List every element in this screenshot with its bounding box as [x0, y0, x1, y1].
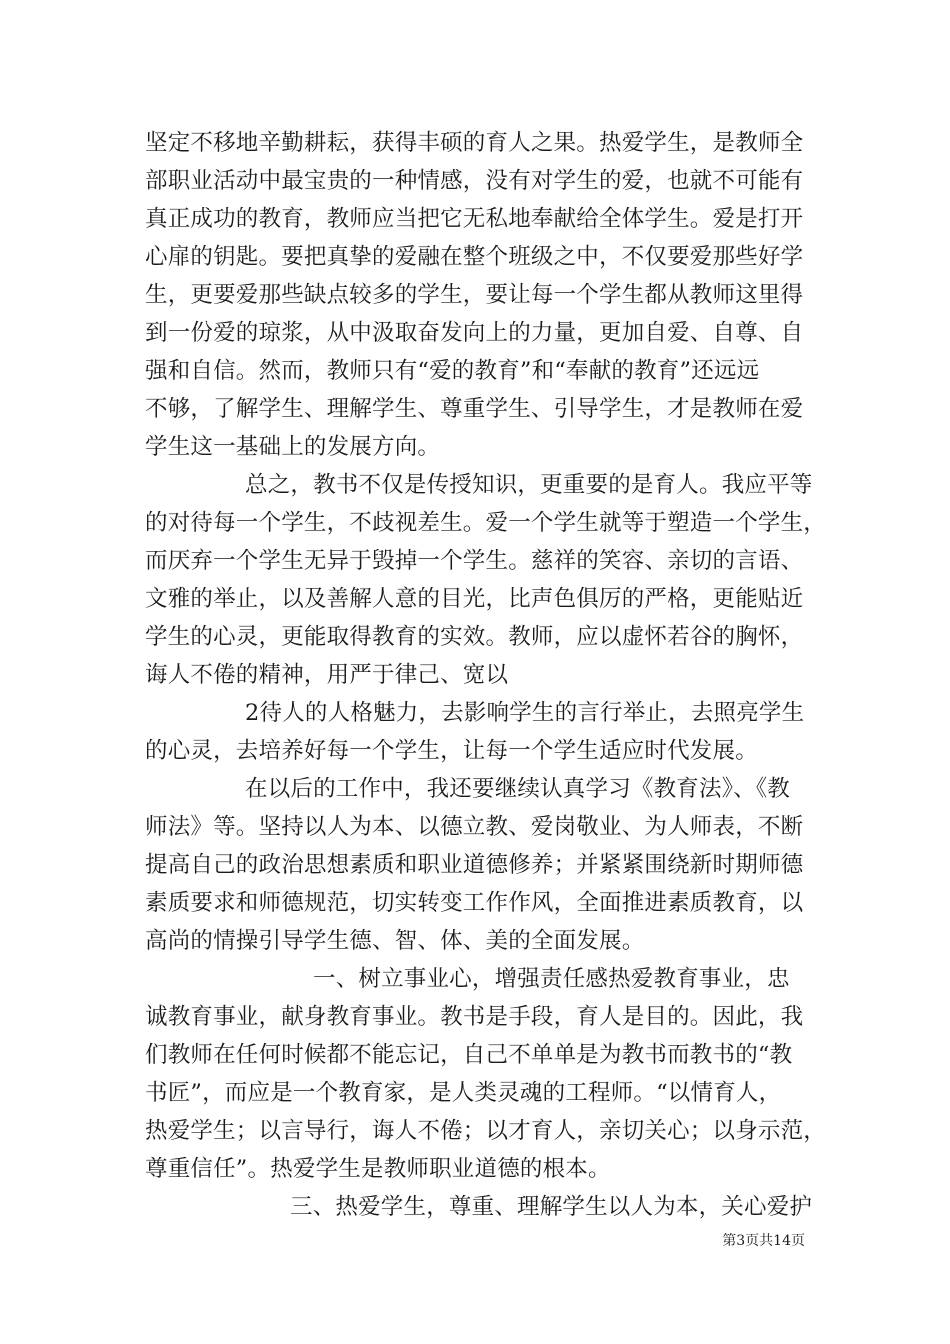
text-line: 不够，了解学生、理解学生、尊重学生、引导学生，才是教师在爱 [145, 396, 804, 422]
text-line: 心扉的钥匙。要把真挚的爱融在整个班级之中，不仅要爱那些好学 [145, 244, 804, 270]
text-line: 的对待每一个学生，不歧视差生。爱一个学生就等于塑造一个学生， [145, 510, 827, 536]
text-line: 尊重信任”。热爱学生是教师职业道德的根本。 [145, 1156, 611, 1182]
text-line: 学生这一基础上的发展方向。 [145, 434, 441, 460]
text-line: 到一份爱的琼浆，从中汲取奋发向上的力量，更加自爱、自尊、自 [145, 320, 804, 346]
text-line: 部职业活动中最宝贵的一种情感，没有对学生的爱，也就不可能有 [145, 168, 804, 194]
section-heading-line: 三、热爱学生，尊重、理解学生以人为本，关心爱护 [290, 1194, 813, 1220]
text-line: 诚教育事业，献身教育事业。教书是手段，育人是目的。因此，我 [145, 1004, 804, 1030]
text-line: 师法》等。坚持以人为本、以德立教、爱岗敬业、为人师表，不断 [145, 814, 804, 840]
text-line: 强和自信。然而，教师只有“爱的教育”和“奉献的教育”还远远 [145, 358, 760, 384]
text-line: 书匠”，而应是一个教育家，是人类灵魂的工程师。“以情育人， [145, 1080, 782, 1106]
text-line: 的心灵，去培养好每一个学生，让每一个学生适应时代发展。 [145, 738, 758, 764]
text-line: 素质要求和师德规范，切实转变工作作风，全面推进素质教育，以 [145, 890, 804, 916]
text-line: 高尚的情操引导学生德、智、体、美的全面发展。 [145, 928, 645, 954]
paragraph-start-line: 在以后的工作中，我还要继续认真学习《教育法》、《教 [245, 776, 791, 802]
paragraph-start-line: 2待人的人格魅力，去影响学生的言行举止，去照亮学生 [245, 700, 805, 726]
text-line: 热爱学生；以言导行，诲人不倦；以才育人，亲切关心；以身示范， [145, 1118, 827, 1144]
section-heading-line: 一、树立事业心，增强责任感热爱教育事业，忠 [313, 966, 790, 992]
paragraph-start-line: 总之，教书不仅是传授知识，更重要的是育人。我应平等 [245, 472, 813, 498]
text-line: 提高自己的政治思想素质和职业道德修养；并紧紧围绕新时期师德 [145, 852, 804, 878]
text-line: 学生的心灵，更能取得教育的实效。教师，应以虚怀若谷的胸怀， [145, 624, 804, 650]
page-number-footer: 第3页共14页 [722, 1233, 805, 1249]
text-line: 文雅的举止，以及善解人意的目光，比声色俱厉的严格，更能贴近 [145, 586, 804, 612]
text-line: 真正成功的教育，教师应当把它无私地奉献给全体学生。爱是打开 [145, 206, 804, 232]
text-line: 们教师在任何时候都不能忘记，自己不单单是为教书而教书的“教 [145, 1042, 793, 1068]
text-line: 生，更要爱那些缺点较多的学生，要让每一个学生都从教师这里得 [145, 282, 804, 308]
text-line: 而厌弃一个学生无异于毁掉一个学生。慈祥的笑容、亲切的言语、 [145, 548, 804, 574]
text-line: 坚定不移地辛勤耕耘，获得丰硕的育人之果。热爱学生，是教师全 [145, 130, 804, 156]
text-line: 诲人不倦的精神，用严于律己、宽以 [145, 662, 509, 688]
